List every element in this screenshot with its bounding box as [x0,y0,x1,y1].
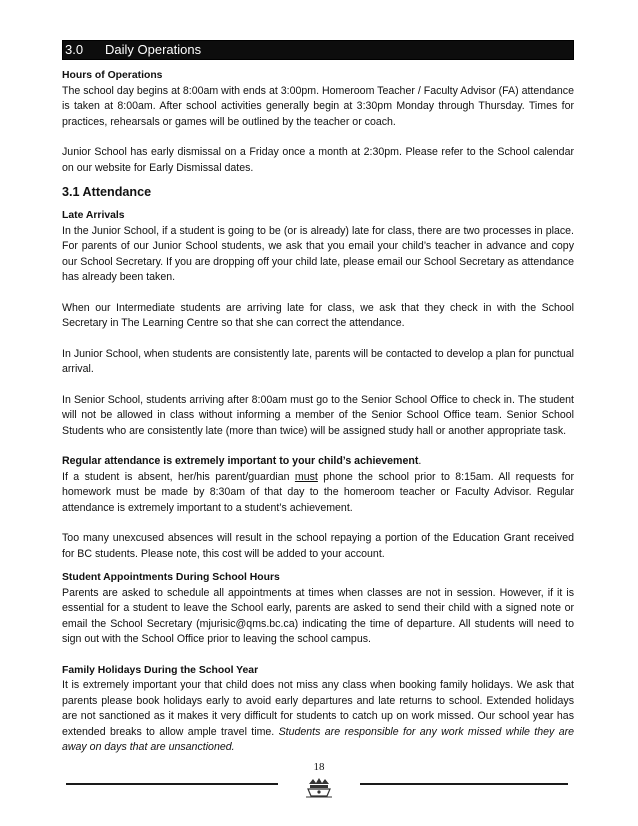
regular-text-end: phone the school prior to 8:15am. All requests for homework must be made by 8:30am of that day to the homeroom teacher or Faculty Advisor. Regular attendance is extremely important to a student’s achievement. [62,470,574,514]
late-arrivals-paragraph-1: In the Junior School, if a student is going to be (or is already) late for class, there are two processes in place. For parents of our Junior School students, we ask that you email your child’s teacher in advance and copy our School Secretary. If you are dropping off your child late, please email our School Secretary as attendance has already been taken. [62,224,574,283]
section-header-bar [62,40,574,60]
appointments-heading: Student Appointments During School Hours [62,572,280,583]
regular-text-start: If a student is absent, her/his parent/guardian [62,470,295,483]
hours-heading: Hours of Operations [62,70,163,81]
document-page [62,40,574,756]
regular-attendance-heading: Regular attendance is extremely important to your child’s achievement [62,455,419,467]
appointments-paragraph: Parents are asked to schedule all appointments at times when classes are not in session. However, if it is essential for a student to leave the School early, parents are asked to send their child with a signed note or email the School Secretary (mjurisic@qms.bc.ca) indicating the time of departure. All students will need to sign out with the School Office prior to leaving the school campus. [62,586,574,645]
late-arrivals-paragraph-2: When our Intermediate students are arriving late for class, we ask that they check in with the School Secretary in The Learning Centre so that she can correct the attendance. [62,301,574,329]
late-arrivals-paragraph-3: In Junior School, when students are consistently late, parents will be contacted to develop a plan for punctual arrival. [62,347,574,375]
footer-rule-left [66,783,278,785]
hours-paragraph-2: Junior School has early dismissal on a Friday once a month at 2:30pm. Please refer to the School calendar on our website for Early Dismissal dates. [62,146,574,174]
attendance-heading: 3.1 Attendance [62,185,152,199]
hours-paragraph-1: The school day begins at 8:00am with ends at 3:00pm. Homeroom Teacher / Faculty Advisor (FA) attendance is taken at 8:00am. After school activities generally begin at 3:30pm Monday through Thursday. Times for practices, rehearsals or games will be outlined by the teacher or coach. [62,84,574,128]
section-number: 3.0 [65,42,84,57]
holidays-paragraph [62,678,574,756]
page-number: 18 [313,761,325,773]
regular-attendance-paragraph [62,454,574,516]
holidays-heading: Family Holidays During the School Year [62,664,259,676]
holidays-italic-text: Students are responsible for any work missed while they are away on days that are unsanctioned. [62,725,575,753]
footer-rule-right [360,783,568,785]
unexcused-absences-paragraph: Too many unexcused absences will result in the school repaying a portion of the Education Grant received for BC students. Please note, this cost will be added to your account. [62,532,574,560]
regular-heading-period: . [418,455,422,467]
late-arrivals-heading: Late Arrivals [62,210,125,221]
late-arrivals-paragraph-4: In Senior School, students arriving after 8:00am must go to the Senior School Office to check in. The student will not be allowed in class without informing a member of the Senior School Office team. Senior School Students who are consistently late (more than twice) will be assigned study hall or another appropriate task. [62,393,574,437]
section-title: Daily Operations [105,42,202,57]
must-underlined: must [294,470,318,483]
holidays-text: It is extremely important your that child does not miss any class when booking family holidays. We ask that parents please book holidays early to avoid early departures and late returns to school. Extended holidays are not sanctioned as it makes it very difficult for students to catch up on work missed. Our school year has extended breaks to allow ample travel time. [62,679,574,738]
school-crest-icon [304,776,334,800]
